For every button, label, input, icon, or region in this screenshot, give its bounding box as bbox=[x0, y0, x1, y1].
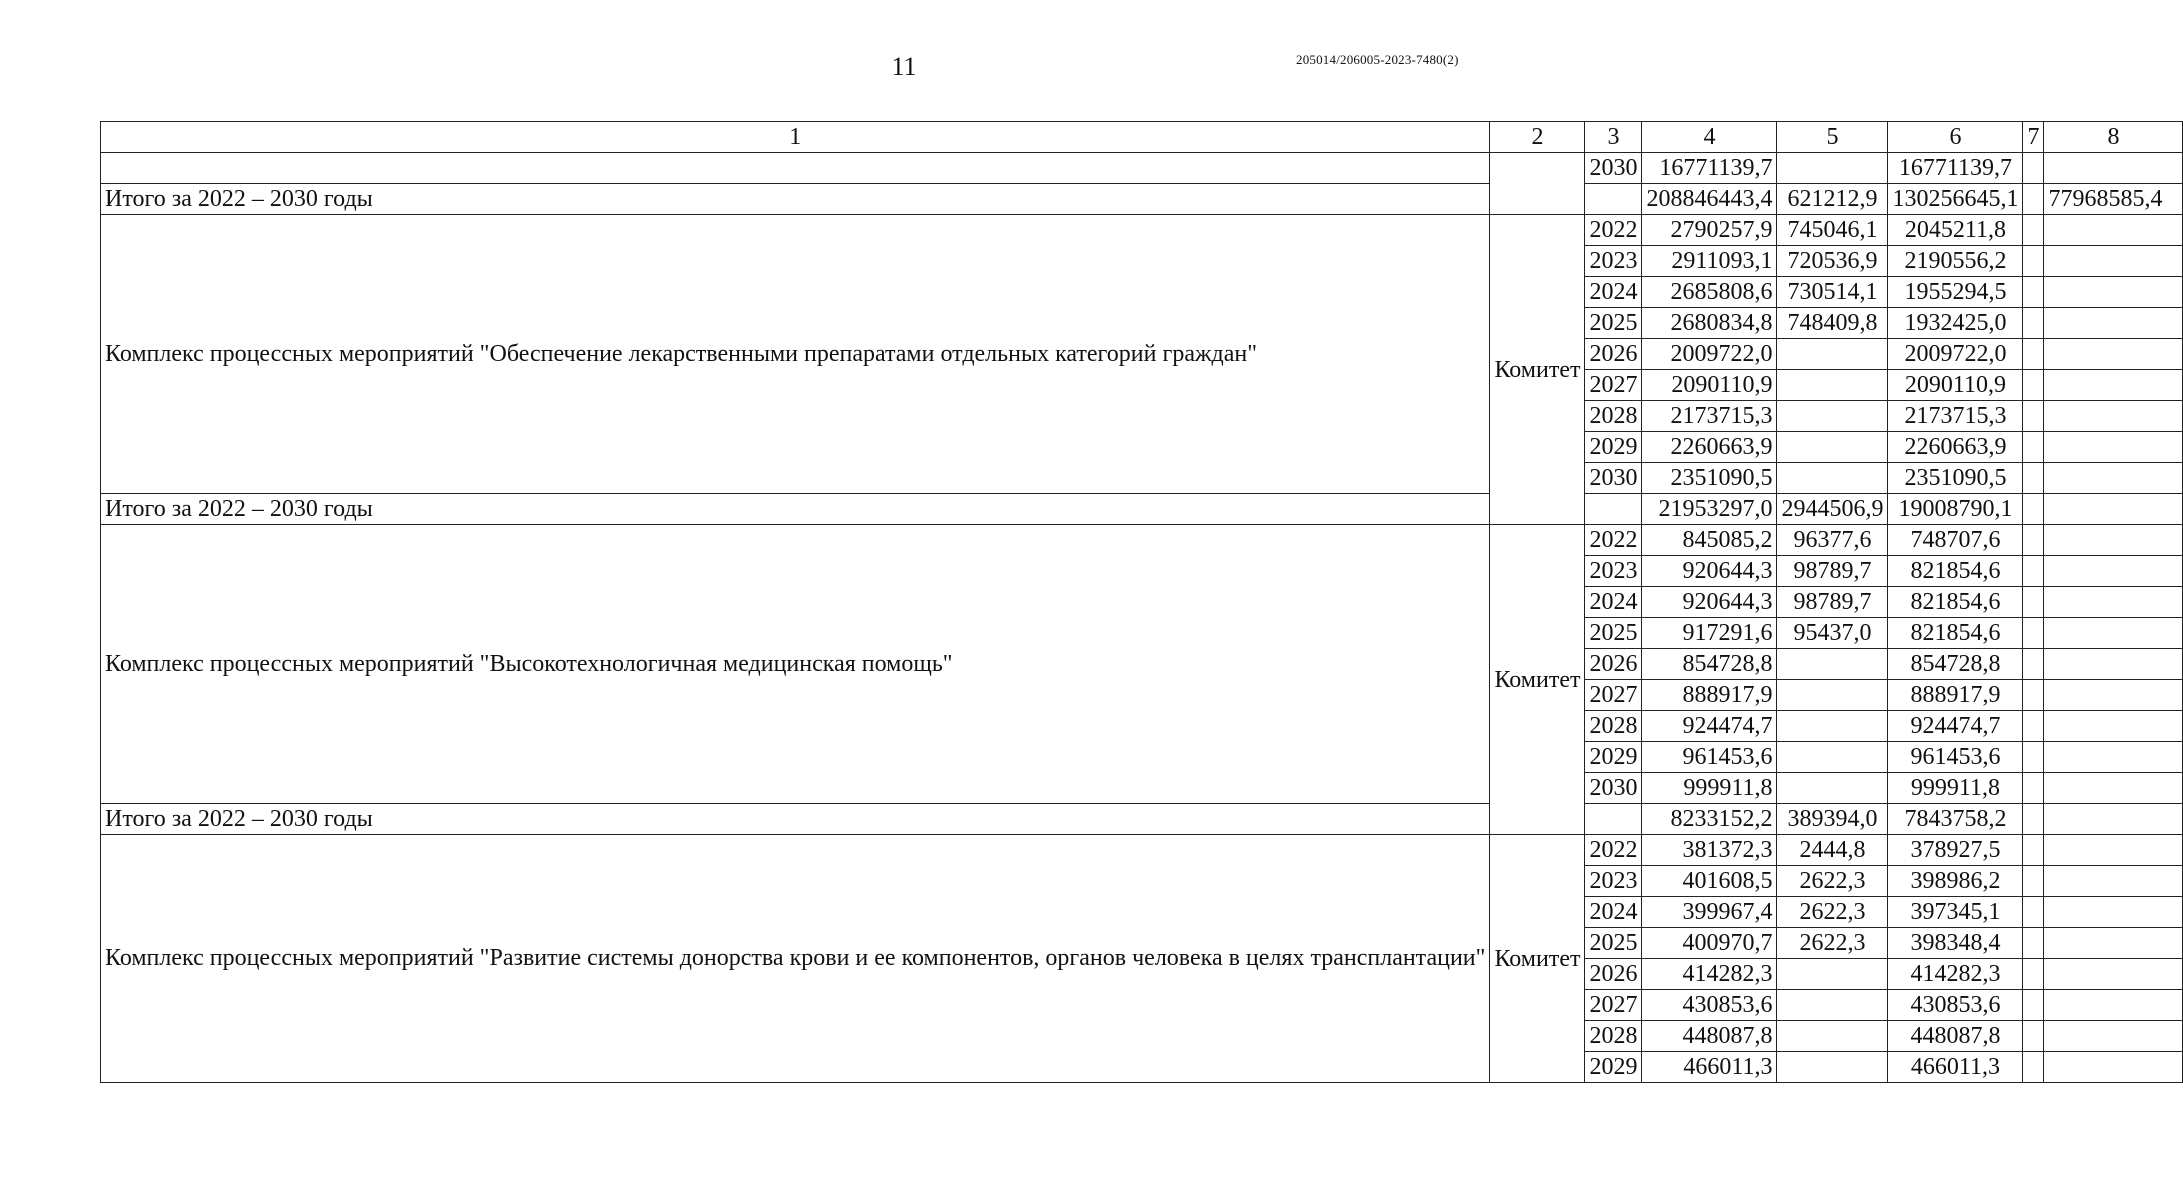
column-7-cell bbox=[2023, 835, 2044, 866]
total-funding-cell: 854728,8 bbox=[1642, 649, 1777, 680]
column-7-cell bbox=[2023, 246, 2044, 277]
total-funding-cell: 2685808,6 bbox=[1642, 277, 1777, 308]
year-cell: 2029 bbox=[1585, 432, 1642, 463]
year-cell: 2026 bbox=[1585, 649, 1642, 680]
regional-funding-cell: 748707,6 bbox=[1888, 525, 2023, 556]
column-8-cell bbox=[2044, 463, 2183, 494]
total-funding-cell: 917291,6 bbox=[1642, 618, 1777, 649]
year-cell: 2025 bbox=[1585, 928, 1642, 959]
column-7-cell bbox=[2023, 370, 2044, 401]
column-8-cell bbox=[2044, 1052, 2183, 1083]
federal-funding-cell: 2444,8 bbox=[1777, 835, 1888, 866]
column-8-cell bbox=[2044, 587, 2183, 618]
year-cell: 2024 bbox=[1585, 587, 1642, 618]
regional-funding-cell: 414282,3 bbox=[1888, 959, 2023, 990]
column-7-cell bbox=[2023, 742, 2044, 773]
table-row bbox=[101, 525, 2183, 556]
regional-funding-cell: 2260663,9 bbox=[1888, 432, 2023, 463]
executor-cell: Комитет bbox=[1490, 525, 1585, 835]
column-8-cell bbox=[2044, 370, 2183, 401]
column-8-cell bbox=[2044, 556, 2183, 587]
regional-funding-cell: 999911,8 bbox=[1888, 773, 2023, 804]
total-funding-cell: 401608,5 bbox=[1642, 866, 1777, 897]
regional-funding-cell: 2045211,8 bbox=[1888, 215, 2023, 246]
total-funding-cell: 2009722,0 bbox=[1642, 339, 1777, 370]
year-cell: 2028 bbox=[1585, 401, 1642, 432]
year-cell: 2029 bbox=[1585, 742, 1642, 773]
total-funding-cell: 430853,6 bbox=[1642, 990, 1777, 1021]
column-7-cell bbox=[2023, 680, 2044, 711]
regional-funding-cell: 430853,6 bbox=[1888, 990, 2023, 1021]
regional-funding-cell: 2190556,2 bbox=[1888, 246, 2023, 277]
total-label: Итого за 2022 – 2030 годы bbox=[101, 494, 1490, 525]
regional-funding-cell: 821854,6 bbox=[1888, 618, 2023, 649]
column-7-cell bbox=[2023, 959, 2044, 990]
federal-funding-cell bbox=[1777, 339, 1888, 370]
total-funding-cell: 2680834,8 bbox=[1642, 308, 1777, 339]
column-header: 3 bbox=[1585, 122, 1642, 153]
column-7-cell bbox=[2023, 432, 2044, 463]
federal-funding-cell: 2622,3 bbox=[1777, 897, 1888, 928]
column-7-cell bbox=[2023, 556, 2044, 587]
federal-funding-cell bbox=[1777, 959, 1888, 990]
year-cell: 2025 bbox=[1585, 618, 1642, 649]
regional-funding-cell: 924474,7 bbox=[1888, 711, 2023, 742]
column-7-cell bbox=[2023, 587, 2044, 618]
regional-funding-cell: 821854,6 bbox=[1888, 556, 2023, 587]
column-7-cell bbox=[2023, 215, 2044, 246]
regional-funding-cell: 1932425,0 bbox=[1888, 308, 2023, 339]
executor-cell bbox=[1490, 153, 1585, 215]
total-funding-cell: 888917,9 bbox=[1642, 680, 1777, 711]
column-7-cell bbox=[2023, 618, 2044, 649]
total-funding-cell: 414282,3 bbox=[1642, 959, 1777, 990]
column-7-cell bbox=[2023, 308, 2044, 339]
year-cell: 2027 bbox=[1585, 990, 1642, 1021]
empty-cell bbox=[101, 153, 1490, 184]
federal-funding-cell bbox=[1777, 990, 1888, 1021]
year-cell: 2029 bbox=[1585, 1052, 1642, 1083]
federal-funding-cell: 745046,1 bbox=[1777, 215, 1888, 246]
total-funding-cell: 2173715,3 bbox=[1642, 401, 1777, 432]
regional-funding-cell: 854728,8 bbox=[1888, 649, 2023, 680]
total-funding-cell: 208846443,4 bbox=[1642, 184, 1777, 215]
column-7-cell bbox=[2023, 866, 2044, 897]
budget-table bbox=[100, 121, 2183, 1083]
column-7-cell bbox=[2023, 401, 2044, 432]
regional-funding-cell: 2090110,9 bbox=[1888, 370, 2023, 401]
column-header: 5 bbox=[1777, 122, 1888, 153]
column-8-cell bbox=[2044, 711, 2183, 742]
year-cell: 2024 bbox=[1585, 277, 1642, 308]
column-header: 2 bbox=[1490, 122, 1585, 153]
column-8-cell bbox=[2044, 866, 2183, 897]
column-7-cell bbox=[2023, 494, 2044, 525]
header-row bbox=[101, 122, 2183, 153]
regional-funding-cell: 397345,1 bbox=[1888, 897, 2023, 928]
table-row bbox=[101, 215, 2183, 246]
column-8-cell bbox=[2044, 1021, 2183, 1052]
year-cell: 2024 bbox=[1585, 897, 1642, 928]
column-header: 4 bbox=[1642, 122, 1777, 153]
year-cell: 2026 bbox=[1585, 959, 1642, 990]
federal-funding-cell bbox=[1777, 649, 1888, 680]
column-8-cell bbox=[2044, 897, 2183, 928]
regional-funding-cell: 1955294,5 bbox=[1888, 277, 2023, 308]
federal-funding-cell: 2944506,9 bbox=[1777, 494, 1888, 525]
column-8-cell bbox=[2044, 742, 2183, 773]
regional-funding-cell: 16771139,7 bbox=[1888, 153, 2023, 184]
year-cell bbox=[1585, 184, 1642, 215]
column-8-cell bbox=[2044, 153, 2183, 184]
activity-name-cell: Комплекс процессных мероприятий "Обеспечение лекарственными препаратами отдельных категорий граждан" bbox=[101, 215, 1490, 494]
federal-funding-cell bbox=[1777, 370, 1888, 401]
column-8-cell bbox=[2044, 246, 2183, 277]
year-cell: 2023 bbox=[1585, 866, 1642, 897]
total-label: Итого за 2022 – 2030 годы bbox=[101, 184, 1490, 215]
column-8-cell: 77968585,4 bbox=[2044, 184, 2183, 215]
column-7-cell bbox=[2023, 804, 2044, 835]
federal-funding-cell: 720536,9 bbox=[1777, 246, 1888, 277]
total-funding-cell: 8233152,2 bbox=[1642, 804, 1777, 835]
column-8-cell bbox=[2044, 990, 2183, 1021]
total-row bbox=[101, 184, 2183, 215]
total-funding-cell: 2351090,5 bbox=[1642, 463, 1777, 494]
table-row bbox=[101, 153, 2183, 184]
total-funding-cell: 924474,7 bbox=[1642, 711, 1777, 742]
federal-funding-cell bbox=[1777, 401, 1888, 432]
column-8-cell bbox=[2044, 339, 2183, 370]
column-8-cell bbox=[2044, 649, 2183, 680]
federal-funding-cell: 2622,3 bbox=[1777, 866, 1888, 897]
column-8-cell bbox=[2044, 773, 2183, 804]
federal-funding-cell: 748409,8 bbox=[1777, 308, 1888, 339]
year-cell: 2028 bbox=[1585, 1021, 1642, 1052]
column-header: 8 bbox=[2044, 122, 2183, 153]
federal-funding-cell: 96377,6 bbox=[1777, 525, 1888, 556]
column-8-cell bbox=[2044, 618, 2183, 649]
year-cell: 2027 bbox=[1585, 680, 1642, 711]
total-funding-cell: 381372,3 bbox=[1642, 835, 1777, 866]
column-8-cell bbox=[2044, 804, 2183, 835]
regional-funding-cell: 2009722,0 bbox=[1888, 339, 2023, 370]
total-funding-cell: 16771139,7 bbox=[1642, 153, 1777, 184]
year-cell: 2030 bbox=[1585, 773, 1642, 804]
total-funding-cell: 400970,7 bbox=[1642, 928, 1777, 959]
column-8-cell bbox=[2044, 835, 2183, 866]
column-7-cell bbox=[2023, 277, 2044, 308]
column-header: 7 bbox=[2023, 122, 2044, 153]
total-funding-cell: 2911093,1 bbox=[1642, 246, 1777, 277]
year-cell bbox=[1585, 494, 1642, 525]
total-row bbox=[101, 494, 2183, 525]
year-cell bbox=[1585, 804, 1642, 835]
year-cell: 2027 bbox=[1585, 370, 1642, 401]
column-8-cell bbox=[2044, 928, 2183, 959]
year-cell: 2022 bbox=[1585, 215, 1642, 246]
total-funding-cell: 21953297,0 bbox=[1642, 494, 1777, 525]
total-label: Итого за 2022 – 2030 годы bbox=[101, 804, 1490, 835]
column-7-cell bbox=[2023, 463, 2044, 494]
regional-funding-cell: 19008790,1 bbox=[1888, 494, 2023, 525]
total-funding-cell: 920644,3 bbox=[1642, 587, 1777, 618]
column-8-cell bbox=[2044, 277, 2183, 308]
column-8-cell bbox=[2044, 215, 2183, 246]
column-header: 6 bbox=[1888, 122, 2023, 153]
regional-funding-cell: 130256645,1 bbox=[1888, 184, 2023, 215]
regional-funding-cell: 2173715,3 bbox=[1888, 401, 2023, 432]
year-cell: 2030 bbox=[1585, 153, 1642, 184]
column-7-cell bbox=[2023, 649, 2044, 680]
column-8-cell bbox=[2044, 680, 2183, 711]
federal-funding-cell bbox=[1777, 1052, 1888, 1083]
regional-funding-cell: 448087,8 bbox=[1888, 1021, 2023, 1052]
column-7-cell bbox=[2023, 153, 2044, 184]
regional-funding-cell: 888917,9 bbox=[1888, 680, 2023, 711]
column-7-cell bbox=[2023, 184, 2044, 215]
column-8-cell bbox=[2044, 959, 2183, 990]
total-funding-cell: 448087,8 bbox=[1642, 1021, 1777, 1052]
total-funding-cell: 920644,3 bbox=[1642, 556, 1777, 587]
regional-funding-cell: 961453,6 bbox=[1888, 742, 2023, 773]
federal-funding-cell bbox=[1777, 463, 1888, 494]
total-funding-cell: 999911,8 bbox=[1642, 773, 1777, 804]
federal-funding-cell: 2622,3 bbox=[1777, 928, 1888, 959]
federal-funding-cell bbox=[1777, 773, 1888, 804]
regional-funding-cell: 2351090,5 bbox=[1888, 463, 2023, 494]
federal-funding-cell bbox=[1777, 680, 1888, 711]
federal-funding-cell bbox=[1777, 153, 1888, 184]
column-8-cell bbox=[2044, 525, 2183, 556]
document-code: 205014/206005-2023-7480(2) bbox=[1296, 52, 1459, 67]
federal-funding-cell bbox=[1777, 1021, 1888, 1052]
total-funding-cell: 466011,3 bbox=[1642, 1052, 1777, 1083]
column-7-cell bbox=[2023, 897, 2044, 928]
column-8-cell bbox=[2044, 308, 2183, 339]
regional-funding-cell: 398348,4 bbox=[1888, 928, 2023, 959]
column-8-cell bbox=[2044, 494, 2183, 525]
column-7-cell bbox=[2023, 1021, 2044, 1052]
page-number: 11 bbox=[891, 52, 917, 81]
year-cell: 2026 bbox=[1585, 339, 1642, 370]
total-funding-cell: 961453,6 bbox=[1642, 742, 1777, 773]
total-funding-cell: 399967,4 bbox=[1642, 897, 1777, 928]
year-cell: 2022 bbox=[1585, 835, 1642, 866]
total-funding-cell: 2790257,9 bbox=[1642, 215, 1777, 246]
column-header: 1 bbox=[101, 122, 1490, 153]
federal-funding-cell: 389394,0 bbox=[1777, 804, 1888, 835]
activity-name-cell: Комплекс процессных мероприятий "Развитие системы донорства крови и ее компонентов, органов человека в целях трансплантации" bbox=[101, 835, 1490, 1083]
federal-funding-cell: 98789,7 bbox=[1777, 587, 1888, 618]
regional-funding-cell: 466011,3 bbox=[1888, 1052, 2023, 1083]
federal-funding-cell: 621212,9 bbox=[1777, 184, 1888, 215]
regional-funding-cell: 821854,6 bbox=[1888, 587, 2023, 618]
federal-funding-cell bbox=[1777, 711, 1888, 742]
column-7-cell bbox=[2023, 990, 2044, 1021]
federal-funding-cell: 730514,1 bbox=[1777, 277, 1888, 308]
executor-cell: Комитет bbox=[1490, 215, 1585, 525]
year-cell: 2023 bbox=[1585, 556, 1642, 587]
federal-funding-cell: 98789,7 bbox=[1777, 556, 1888, 587]
total-funding-cell: 845085,2 bbox=[1642, 525, 1777, 556]
year-cell: 2030 bbox=[1585, 463, 1642, 494]
executor-cell: Комитет bbox=[1490, 835, 1585, 1083]
activity-name-cell: Комплекс процессных мероприятий "Высокотехнологичная медицинская помощь" bbox=[101, 525, 1490, 804]
federal-funding-cell bbox=[1777, 432, 1888, 463]
regional-funding-cell: 398986,2 bbox=[1888, 866, 2023, 897]
column-7-cell bbox=[2023, 525, 2044, 556]
year-cell: 2025 bbox=[1585, 308, 1642, 339]
column-7-cell bbox=[2023, 339, 2044, 370]
year-cell: 2023 bbox=[1585, 246, 1642, 277]
column-7-cell bbox=[2023, 928, 2044, 959]
federal-funding-cell: 95437,0 bbox=[1777, 618, 1888, 649]
year-cell: 2022 bbox=[1585, 525, 1642, 556]
column-7-cell bbox=[2023, 711, 2044, 742]
column-7-cell bbox=[2023, 1052, 2044, 1083]
column-8-cell bbox=[2044, 401, 2183, 432]
total-funding-cell: 2090110,9 bbox=[1642, 370, 1777, 401]
column-7-cell bbox=[2023, 773, 2044, 804]
total-row bbox=[101, 804, 2183, 835]
year-cell: 2028 bbox=[1585, 711, 1642, 742]
table-row bbox=[101, 835, 2183, 866]
column-8-cell bbox=[2044, 432, 2183, 463]
regional-funding-cell: 7843758,2 bbox=[1888, 804, 2023, 835]
regional-funding-cell: 378927,5 bbox=[1888, 835, 2023, 866]
total-funding-cell: 2260663,9 bbox=[1642, 432, 1777, 463]
federal-funding-cell bbox=[1777, 742, 1888, 773]
